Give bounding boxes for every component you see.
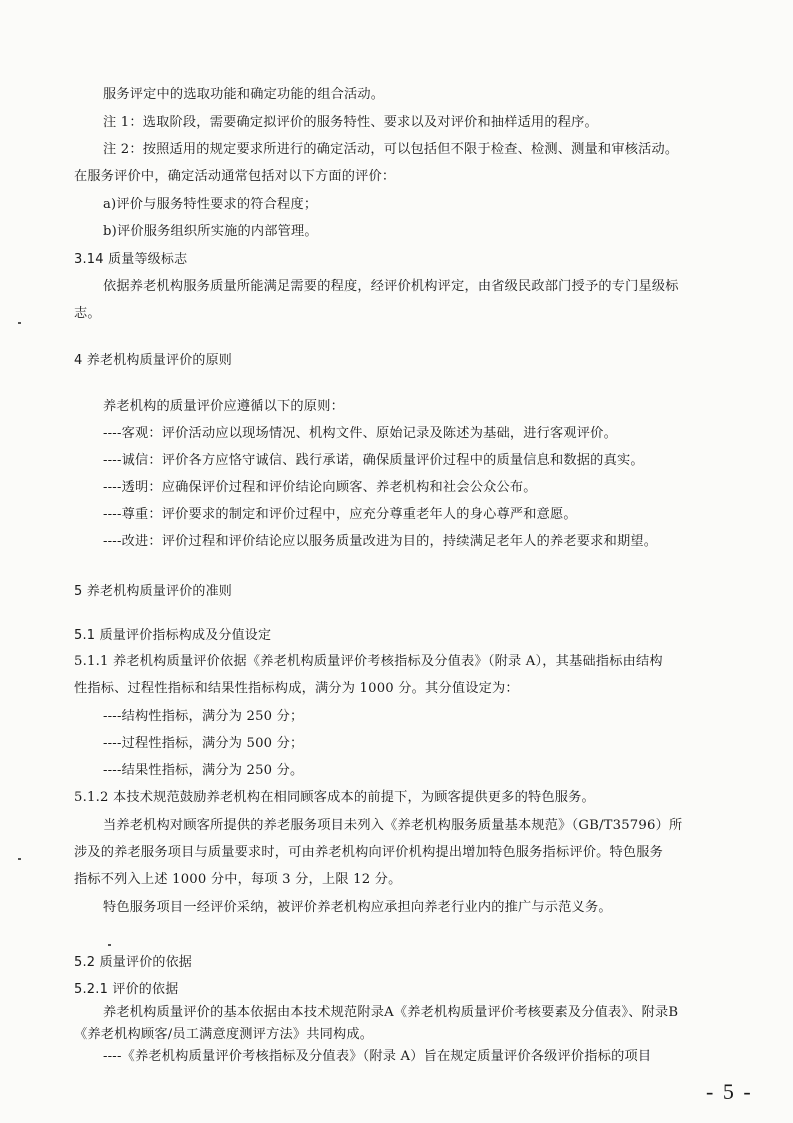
- text-line: 养老机构的质量评价应遵循以下的原则：: [103, 399, 344, 414]
- text-line: 依据养老机构服务质量所能满足需要的程度，经评价机构评定，由省级民政部门授予的专门星级标: [103, 279, 679, 294]
- text-line: 指标不列入上述 1000 分中，每项 3 分，上限 12 分。: [74, 872, 402, 887]
- section-heading-4: 4 养老机构质量评价的原则: [74, 353, 233, 368]
- page-number: - 5 -: [706, 1079, 753, 1104]
- list-item: ----结构性指标，满分为 250 分；: [103, 709, 304, 724]
- text-line: 特色服务项目一经评价采纳，被评价养老机构应承担向养老行业内的推广与示范义务。: [103, 900, 612, 915]
- note-2: 注 2：按照适用的规定要求所进行的确定活动，可以包括但不限于检查、检测、测量和审核活动。: [103, 142, 679, 157]
- text-line: 服务评定中的选取功能和确定功能的组合活动。: [103, 87, 385, 102]
- text-line: 性指标、过程性指标和结果性指标构成，满分为 1000 分。其分值设定为：: [74, 681, 519, 696]
- list-item: ----透明：应确保评价过程和评价结论向顾客、养老机构和社会公众公布。: [103, 480, 537, 495]
- text-line: 当养老机构对顾客所提供的养老服务项目未列入《养老机构服务质量基本规范》（GB/T35796）所: [103, 818, 683, 833]
- list-item: ----尊重：评价要求的制定和评价过程中，应充分尊重老年人的身心尊严和意愿。: [103, 507, 577, 522]
- note-1: 注 1：选取阶段，需要确定拟评价的服务特性、要求以及对评价和抽样适用的程序。: [103, 115, 598, 130]
- list-item: ----《养老机构质量评价考核指标及分值表》（附录 A）旨在规定质量评价各级评价指标的项目: [103, 1049, 652, 1064]
- scan-speck: [108, 944, 111, 946]
- section-heading-5-2-1: 5.2.1 评价的依据: [74, 982, 179, 997]
- list-item: ----结果性指标，满分为 250 分。: [103, 763, 304, 778]
- clause-5-1-2: 5.1.2 本技术规范鼓励养老机构在相同顾客成本的前提下，为顾客提供更多的特色服务。: [74, 790, 595, 805]
- text-line: 养老机构质量评价的基本依据由本技术规范附录A《养老机构质量评价考核要素及分值表》、附录B: [103, 1005, 679, 1020]
- section-heading-3-14: 3.14 质量等级标志: [74, 252, 188, 267]
- list-item: ----诚信：评价各方应恪守诚信、践行承诺，确保质量评价过程中的质量信息和数据的真实。: [103, 453, 644, 468]
- section-heading-5: 5 养老机构质量评价的准则: [74, 584, 233, 599]
- text-line: 涉及的养老服务项目与质量要求时，可由养老机构向评价机构提出增加特色服务指标评价。特色服务: [74, 845, 664, 860]
- text-line: 在服务评价中，确定活动通常包括对以下方面的评价：: [74, 169, 396, 184]
- text-line: 《养老机构顾客/员工满意度测评方法》共同构成。: [74, 1027, 374, 1042]
- text-line: 志。: [74, 306, 101, 321]
- scan-speck: [18, 322, 21, 324]
- scan-speck: [18, 858, 21, 860]
- list-item: ----客观：评价活动应以现场情况、机构文件、原始记录及陈述为基础，进行客观评价。: [103, 426, 617, 441]
- list-item: a)评价与服务特性要求的符合程度；: [103, 197, 318, 212]
- list-item: b)评价服务组织所实施的内部管理。: [103, 224, 318, 239]
- section-heading-5-1: 5.1 质量评价指标构成及分值设定: [74, 628, 272, 643]
- list-item: ----改进：评价过程和评价结论应以服务质量改进为目的，持续满足老年人的养老要求和期望。: [103, 534, 658, 549]
- clause-5-1-1: 5.1.1 养老机构质量评价依据《养老机构质量评价考核指标及分值表》（附录 A），其基础指标由结构: [74, 654, 663, 669]
- list-item: ----过程性指标，满分为 500 分；: [103, 736, 304, 751]
- section-heading-5-2: 5.2 质量评价的依据: [74, 955, 193, 970]
